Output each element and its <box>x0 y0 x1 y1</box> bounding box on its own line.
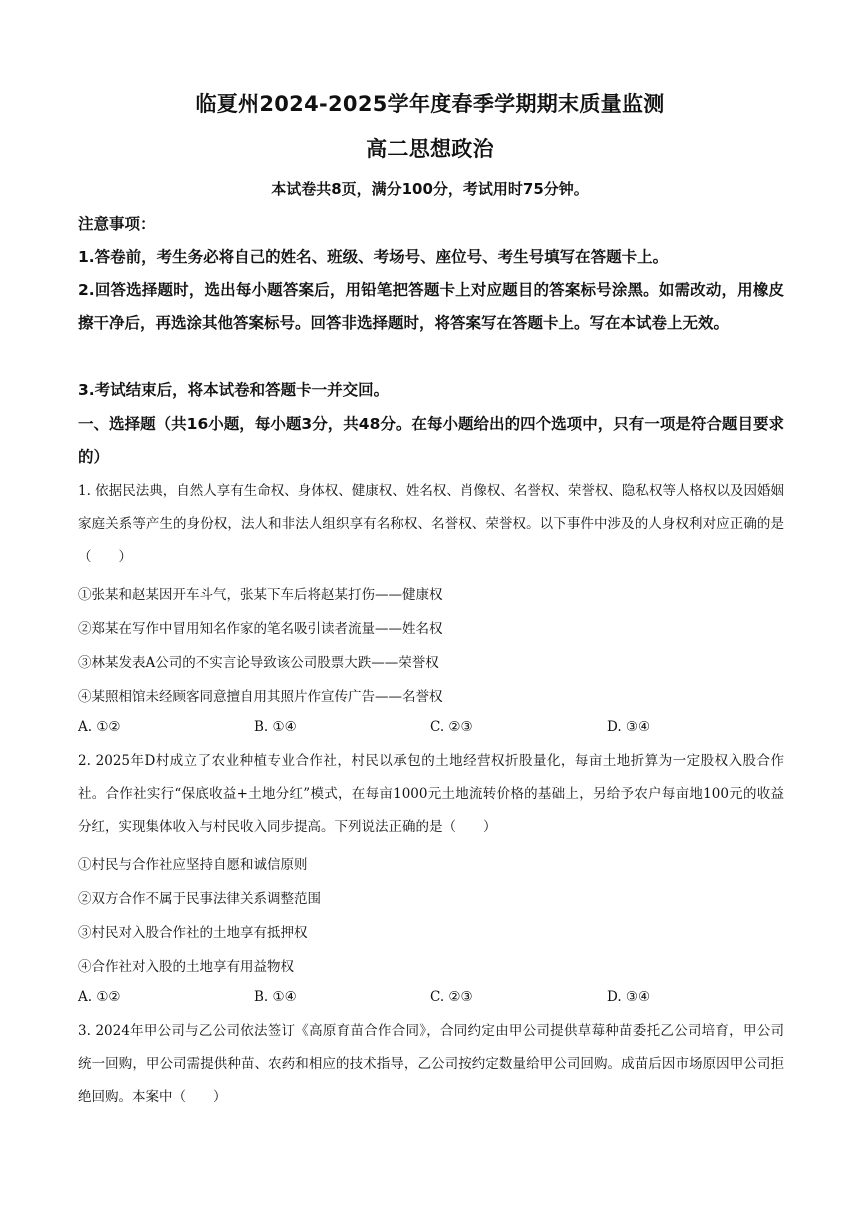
notice-item-2: 2.回答选择题时，选出每小题答案后，用铅笔把答题卡上对应题目的答案标号涂黑。如需改动，用橡皮擦干净后，再选涂其他答案标号。回答非选择题时，将答案写在答题卡上。写在本试卷上无效。 <box>78 281 784 332</box>
question-2-choice-d: D. ③④ <box>607 989 651 1005</box>
question-1-option-4: ④某照相馆未经顾客同意擅自用其照片作宣传广告——名誉权 <box>78 689 443 705</box>
question-2-choice-c: C. ②③ <box>430 989 473 1005</box>
question-1-choice-c: C. ②③ <box>430 719 473 735</box>
question-3-stem: 3. 2024年甲公司与乙公司依法签订《高原育苗合作合同》，合同约定由甲公司提供草莓种苗委托乙公司培育，甲公司统一回购，甲公司需提供种苗、农药和相应的技术指导，乙公司按约定数量给甲公司回购。成苗后因市场原因甲公司拒绝回购。本案中（ ） <box>78 1023 784 1105</box>
question-1-stem: 1. 依据民法典，自然人享有生命权、身体权、健康权、姓名权、肖像权、名誉权、荣誉权、隐私权等人格权以及因婚姻家庭关系等产生的身份权，法人和非法人组织享有名称权、名誉权、荣誉权。以下事件中涉及的人身权利对应正确的是（ ） <box>78 483 784 565</box>
notice-heading: 注意事项： <box>78 215 156 233</box>
question-1-choice-d: D. ③④ <box>607 719 651 735</box>
question-2-choice-a: A. ①② <box>78 989 121 1005</box>
question-2-stem: 2. 2025年D村成立了农业种植专业合作社，村民以承包的土地经营权折股量化，每亩土地折算为一定股权入股合作社。合作社实行“保底收益+土地分红”模式，在每亩1000元土地流转价格的基础上，另给予农户每亩地100元的收益分红，实现集体收入与村民收入同步提高。下列说法正确的是（ ） <box>78 753 784 835</box>
exam-title: 临夏州2024-2025学年度春季学期期末质量监测 <box>195 92 665 116</box>
question-1-option-2: ②郑某在写作中冒用知名作家的笔名吸引读者流量——姓名权 <box>78 621 443 637</box>
exam-info: 本试卷共8页，满分100分，考试用时75分钟。 <box>271 180 589 198</box>
exam-subject: 高二思想政治 <box>366 137 494 161</box>
notice-item-1: 1.答卷前，考生务必将自己的姓名、班级、考场号、座位号、考生号填写在答题卡上。 <box>78 248 669 266</box>
question-2-option-3: ③村民对入股合作社的土地享有抵押权 <box>78 925 308 941</box>
notice-item-3: 3.考试结束后，将本试卷和答题卡一并交回。 <box>78 381 390 399</box>
question-2-option-4: ④合作社对入股的土地享有用益物权 <box>78 959 294 975</box>
question-2-option-1: ①村民与合作社应坚持自愿和诚信原则 <box>78 857 308 873</box>
question-1-choice-a: A. ①② <box>78 719 121 735</box>
question-1-option-3: ③林某发表A公司的不实言论导致该公司股票大跌——荣誉权 <box>78 655 439 671</box>
question-2-choice-b: B. ①④ <box>254 989 297 1005</box>
question-2-option-2: ②双方合作不属于民事法律关系调整范围 <box>78 891 321 907</box>
question-1-option-1: ①张某和赵某因开车斗气，张某下车后将赵某打伤——健康权 <box>78 587 443 603</box>
section-heading: 一、选择题（共16小题，每小题3分，共48分。在每小题给出的四个选项中，只有一项是符合题目要求的） <box>78 415 784 466</box>
question-1-choice-b: B. ①④ <box>254 719 297 735</box>
